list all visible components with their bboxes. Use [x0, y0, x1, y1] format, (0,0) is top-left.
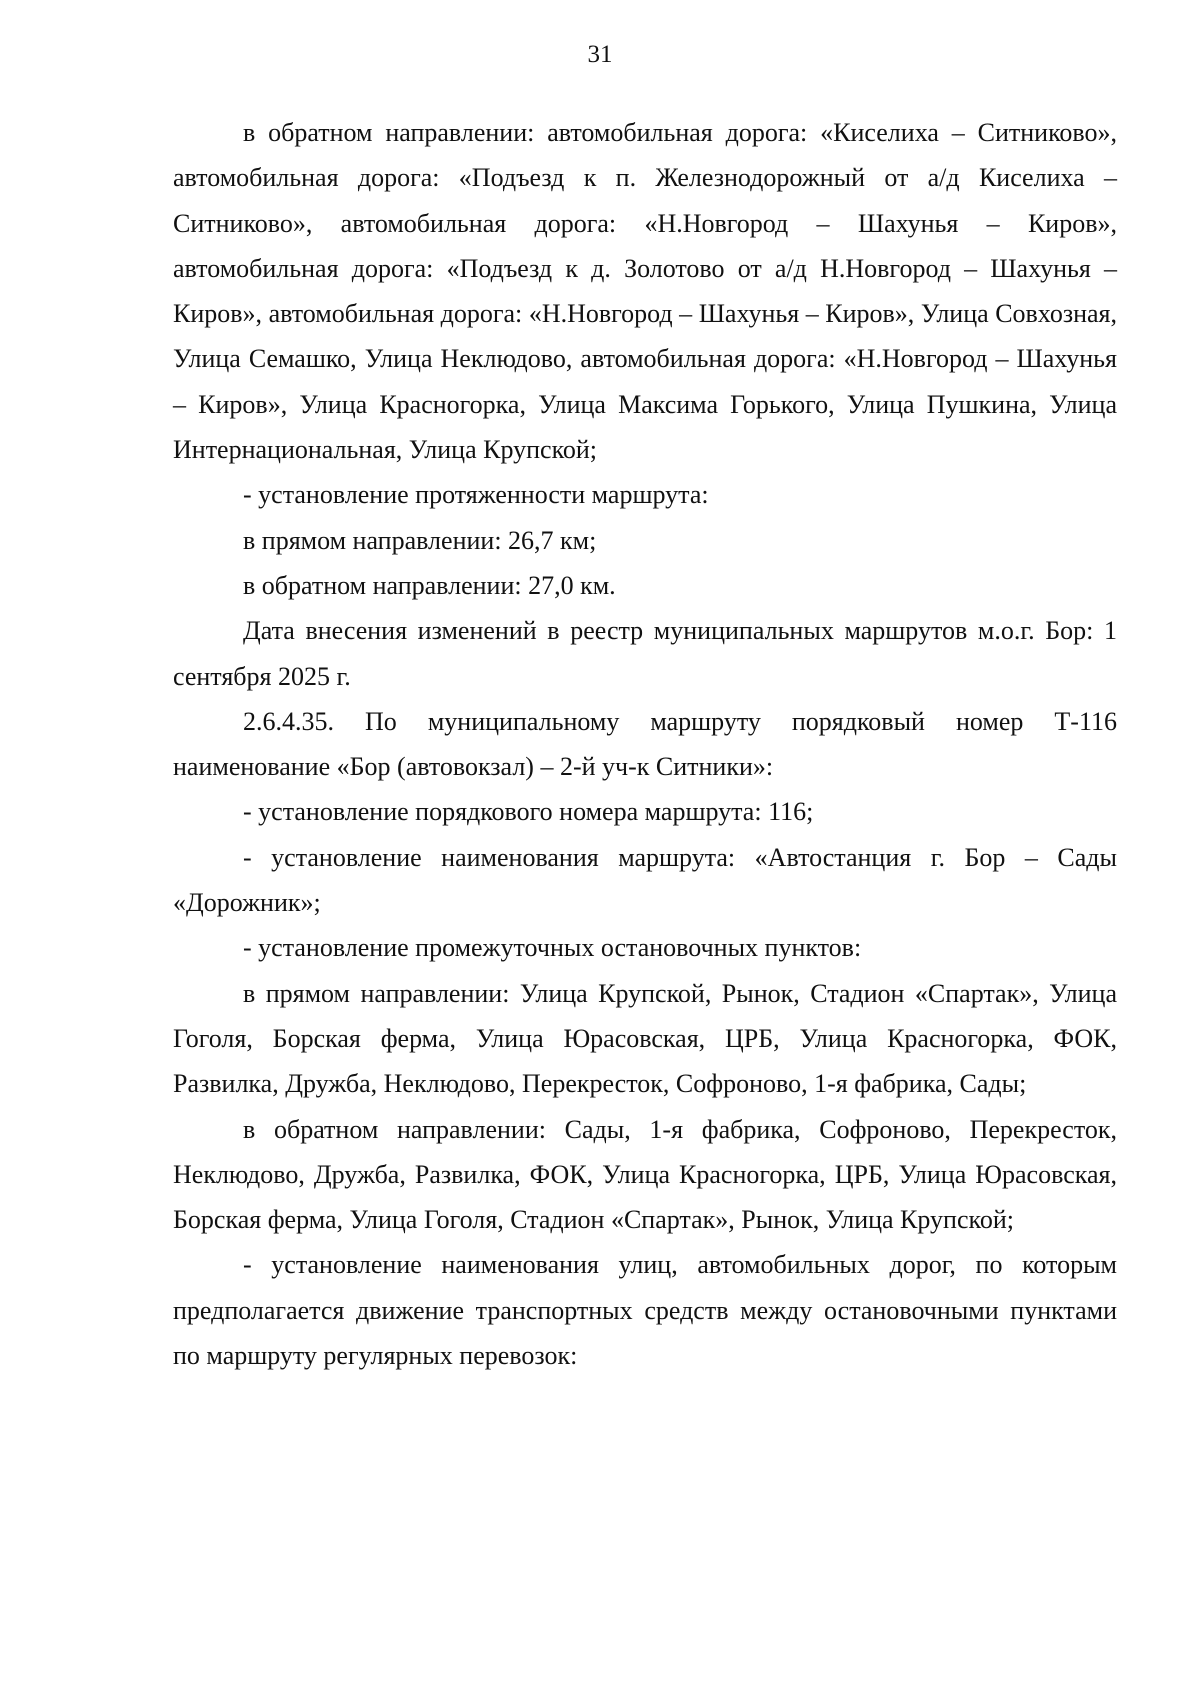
page-number: 31 [587, 41, 613, 68]
paragraph-route-name: - установление наименования маршрута: «Автостанция г. Бор – Сады «Дорожник»; [173, 842, 1117, 918]
paragraph-route-number: - установление порядкового номера маршрута: 116; [243, 797, 814, 827]
paragraph-section-2-6-4-35: 2.6.4.35. По муниципальному маршруту порядковый номер Т-116 наименование «Бор (автовокзал) – 2-й уч-к Ситники»: [173, 706, 1117, 782]
paragraph-return-stops: в обратном направлении: Сады, 1-я фабрика, Софроново, Перекресток, Неклюдово, Дружба, Развилка, ФОК, Улица Красногорка, ЦРБ, Улица Юрасовская, Борская ферма, Улица Гоголя, Стадион «Спартак», Рынок, Улица Крупской; [173, 1114, 1117, 1235]
paragraph-forward-stops: в прямом направлении: Улица Крупской, Рынок, Стадион «Спартак», Улица Гоголя, Борская ферма, Улица Юрасовская, ЦРБ, Улица Красногорка, ФОК, Развилка, Дружба, Неклюдово, Перекресток, Софроново, 1-я фабрика, Сады; [173, 978, 1117, 1099]
paragraph-registry-change-date: Дата внесения изменений в реестр муниципальных маршрутов м.о.г. Бор: 1 сентября 2025 г. [173, 616, 1117, 691]
paragraph-route-length-heading: - установление протяженности маршрута: [243, 480, 709, 510]
paragraph-intermediate-stops-heading: - установление промежуточных остановочных пунктов: [243, 933, 862, 963]
document-body [173, 110, 1117, 1378]
paragraph-return-length: в обратном направлении: 27,0 км. [243, 570, 616, 600]
paragraph-return-route-roads: в обратном направлении: автомобильная дорога: «Киселиха – Ситниково», автомобильная дорога: «Подъезд к п. Железнодорожный от а/д Киселиха – Ситниково», автомобильная дорога: «Н.Новгород – Шахунья – Киров», автомобильная дорога: «Подъезд к д. Золотово от а/д Н.Новгород – Шахунья – Киров», автомобильная дорога: «Н.Новгород – Шахунья – Киров», Улица Совхозная, Улица Семашко, Улица Неклюдово, автомобильная дорога: «Н.Новгород – Шахунья – Киров», Улица Красногорка, Улица Максима Горького, Улица Пушкина, Улица Интернациональная, Улица Крупской; [173, 118, 1117, 465]
paragraph-streets-heading: - установление наименования улиц, автомобильных дорог, по которым предполагается движение транспортных средств между остановочными пунктами по маршруту регулярных перевозок: [173, 1250, 1117, 1371]
paragraph-forward-length: в прямом направлении: 26,7 км; [243, 525, 597, 555]
